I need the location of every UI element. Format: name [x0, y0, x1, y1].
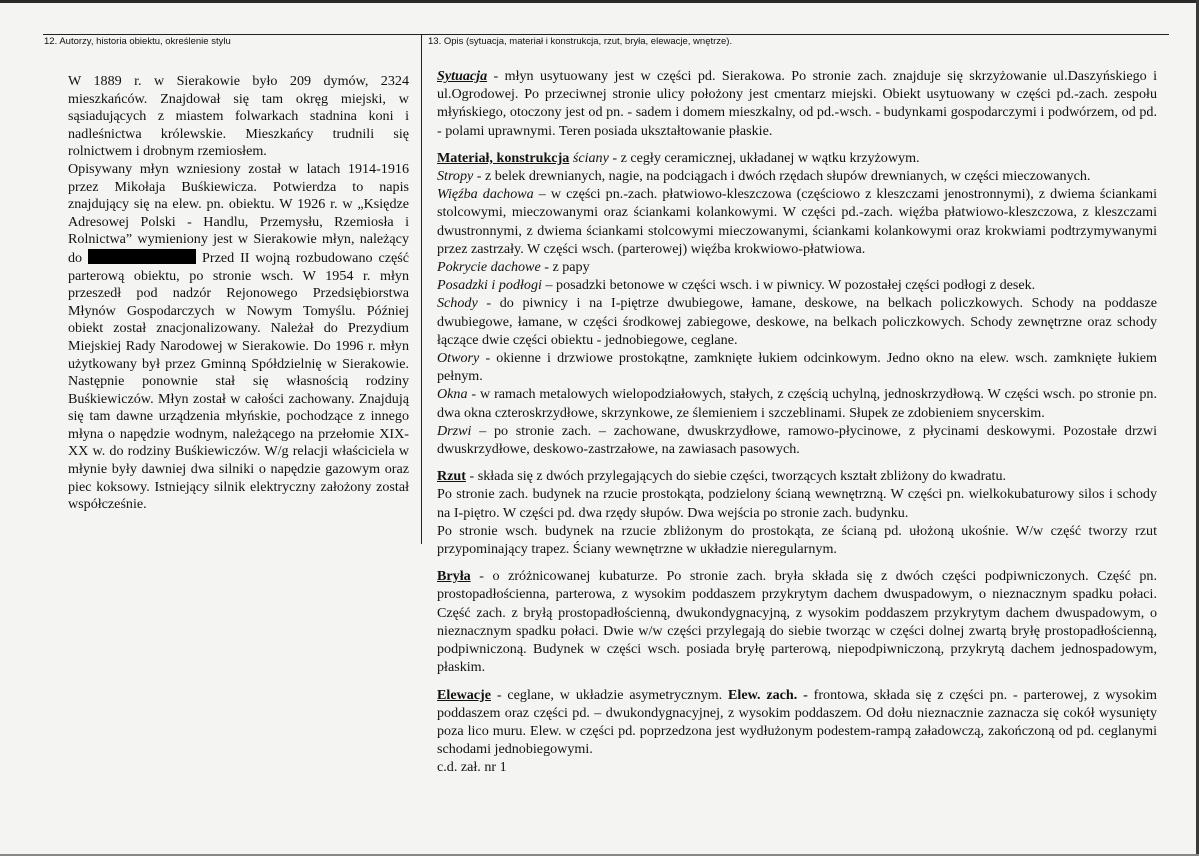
posadzki-paragraph	[437, 276, 1157, 294]
bryla-paragraph	[437, 567, 1157, 676]
sciany-label: ściany	[572, 149, 609, 166]
sytuacja-heading: Sytuacja	[437, 68, 488, 84]
rzut-text-1: - składa się z dwóch przylegających do siebie części, tworzących kształt zbliżony do kwadratu.	[465, 468, 1007, 485]
sytuacja-text: - młyn usytuowany jest w części pd. Sierakowa. Po stronie zach. znajduje się skrzyżowanie ul.Daszyńskiego i ul.Ogrodowej. Po przeciwnej stronie ulicy położony jest cmentarz miejski. Obiekt usytuowany w części pd.-zach. zespołu młyńskiego, otoczony jest od pn. - sadem i domem mieszkalny, od pd.-wsch. - budynkami gospodarczymi i podwórzem, od pd. - polami uprawnymi. Teren posiada ukształtowanie płaskie.	[437, 68, 1157, 139]
pokrycie-label: Pokrycie dachowe	[437, 259, 541, 276]
okna-text: - w ramach metalowych wielopodziałowych, stałych, z częścią uchylną, jednoskrzydłową. W części wsch. po stronie pn. dwa okna czteroskrzydłowe, skrzynkowe, ze ślemieniem i szczeblinami. Słupek ze zdobieniem snycerskim.	[437, 386, 1157, 421]
schody-paragraph	[437, 294, 1157, 349]
rzut-heading: Rzut	[437, 468, 466, 485]
okna-label: Okna	[437, 386, 468, 403]
header-rule	[43, 34, 1169, 35]
posadzki-label: Posadzki i podłogi	[437, 277, 542, 294]
drzwi-label: Drzwi	[437, 422, 472, 439]
elewacje-heading: Elewacje	[437, 686, 492, 703]
sciany-text: - z cegły ceramicznej, układanej w wątku krzyżowym.	[608, 149, 920, 166]
history-column	[68, 73, 409, 514]
schody-text: - do piwnicy i na I-piętrze dwubiegowe, łamane, deskowe, na belkach policzkowych. Schody na poddasze dwubiegowe, łamane, w części środkowej zabiegowe, deskowe, na belkach policzkowych. Schody zewnętrzne oraz schody łączące dwie części obiektu - jednobiegowe, ceglane.	[437, 295, 1157, 348]
okna-paragraph	[437, 385, 1157, 421]
posadzki-text: – posadzki betonowe w części wsch. i w piwnicy. W pozostałej części podłogi z desek.	[541, 277, 1036, 294]
redacted-name-block	[88, 249, 196, 264]
wiezba-paragraph	[437, 185, 1157, 258]
otwory-paragraph	[437, 349, 1157, 385]
material-paragraph	[437, 149, 1157, 167]
rzut-paragraph-3: Po stronie wsch. budynek na rzucie zbliżonym do prostokąta, ze ścianą pd. ułożoną ukośnie. W/w część tworzy rzut przypominający trapez. Ściany wewnętrzne w układzie nieregularnym.	[437, 522, 1157, 558]
continuation-note: c.d. zał. nr 1	[437, 759, 507, 776]
rzut-paragraph-2: Po stronie zach. budynek na rzucie prostokąta, podzielony ścianą wewnętrzną. W części pn. wielkokubaturowy silos i schody na I-piętro. W części pd. dwa rzędy słupów. Dwa wejścia po stronie zach. budynku.	[437, 486, 1157, 521]
history-text-after-redaction: Przed II wojną rozbudowano część parterową obiektu, po stronie wsch. W 1954 r. młyn przeszedł pod nadzór Rejonowego Przedsiębiorstwa Młynów Gospodarczych w Nowym Tomyślu. Później obiekt został znacjonalizowany. Należał do Prezydium Miejskiej Rady Narodowej w Sierakowie. Do 1996 r. młyn użytkowany był przez Gminną Spółdzielnię w Sierakowie. Następnie ponownie stał się własnością rodziny Buśkiewiczów. Młyn został w całości zachowany. Znajdują się tam dawne urządzenia młyńskie, pochodzące z innego młyna o napędzie wodnym, należącego na przełomie XIX-XX w. do rodziny Buśkiewiczów. W/g relacji właściciela w młynie były dawniej dwa silniki o napędzie gazowym oraz piec koksowy. Istniejący silnik elektryczny założony został współcześnie.	[68, 249, 410, 513]
bryla-heading: Bryła	[437, 568, 471, 585]
column-divider	[421, 34, 422, 544]
sytuacja-paragraph	[437, 67, 1157, 140]
wiezba-label: Więźba dachowa	[437, 186, 534, 203]
rzut-paragraph	[437, 467, 1157, 485]
history-text-before-redaction: Opisywany młyn wzniesiony został w latach 1914-1916 przez Mikołaja Buśkiewicza. Potwierdza to napis znajdujący się na elew. pn. obiektu. W 1926 r. w „Księdze Adresowej Polski - Handlu, Przemysłu, Rzemiosła i Rolnictwa” wymieniony jest w Sierakowie młyn, należący do	[68, 160, 409, 266]
elewacje-text-a: - ceglane, w układzie asymetrycznym.	[491, 686, 728, 703]
drzwi-paragraph	[437, 422, 1157, 458]
history-paragraph-2	[68, 161, 409, 514]
section-13-header: 13. Opis (sytuacja, materiał i konstrukcja, rzut, bryła, elewacje, wnętrze).	[428, 36, 733, 47]
otwory-text: - okienne i drzwiowe prostokątne, zamknięte łukiem odcinkowym. Jedno okno na elew. wsch. zamknięte łukiem pełnym.	[437, 350, 1157, 385]
elewacje-paragraph	[437, 686, 1157, 759]
elewacje-text-b: frontowa, składa się z części pn. - parterowej, z wysokim poddaszem oraz części pd. – dwukondygnacyjnej, z wysokim poddaszem. Od dołu nieznacznie zaznacza się cokół wysunięty poza lico muru. Elew. w części pd. poprzedzona jest wydłużonym podestem-rampą załadowczą, zakończoną od pd. ceglanymi schodami jednobiegowymi.	[437, 686, 1157, 758]
bryla-text: - o zróżnicowanej kubaturze. Po stronie zach. bryła składa się z dwóch części podpiwniczonych. Część pn. prostopadłościenna, parterowa, z wysokim poddaszem przykrytym dachem dwuspadowym, o nieznacznym spadku połaci. Część zach. z bryłą prostopadłościenną, dwukondygnacyjną, z wysokim poddaszem przykrytym dachem dwuspadowym, o nieznacznym spadku połaci. Dwie w/w części przylegają do siebie tworząc w części dolnej zwartą bryłę prostopadłościenną, podpiwniczoną. Budynek w części wsch. posiada bryłę parterową, niepodpiwniczoną, przykrytą dachem jednospadowym, płaskim.	[437, 568, 1157, 676]
description-column	[437, 67, 1157, 777]
history-paragraph-1: W 1889 r. w Sierakowie było 209 dymów, 2324 mieszkańców. Znajdował się tam okręg miejski, w sąsiadujących z miastem folwarkach stadnina koni i nadleśnictwa królewskie. Mieszkańcy trudnili się rolnictwem i drobnym rzemiosłem.	[68, 73, 409, 160]
stropy-paragraph	[437, 167, 1157, 185]
otwory-label: Otwory	[437, 350, 480, 367]
material-heading: Materiał, konstrukcja	[437, 149, 570, 166]
wiezba-text: – w części pn.-zach. płatwiowo-kleszczowa (częściowo z kleszczami jenostronnymi), z dwiema ściankami stolcowymi, mieczowanymi oraz ściankami kolankowymi. W części pd.-zach. więźba płatwiowo-kleszczowa, z kleszczami dwustronnymi, z dwiema ściankami stolcowymi mieczowanymi, ściankami kolankowymi oraz krokwiami podtrzymywanymi przez zastrzały. W części wsch. (parterowej) więźba krokwiowo-płatwiowa.	[437, 186, 1157, 257]
drzwi-text: – po stronie zach. – zachowane, dwuskrzydłowe, ramowo-płycinowe, z płycinami deskowymi. Pozostałe drzwi dwuskrzydłowe, deskowo-zastrzałowe, na zawiasach pasowych.	[437, 422, 1157, 458]
scan-edge-top	[0, 0, 1199, 3]
stropy-label: Stropy	[437, 168, 474, 185]
elew-zach-label: Elew. zach. -	[728, 686, 808, 703]
pokrycie-text: - z papy	[540, 259, 590, 276]
stropy-text: - z belek drewnianych, nagie, na podciągach i dwóch rzędach słupów drewnianych, w części mieczowanych.	[473, 168, 1091, 185]
pokrycie-paragraph	[437, 258, 1157, 276]
section-12-header: 12. Autorzy, historia obiektu, określenie stylu	[44, 36, 231, 47]
schody-label: Schody	[437, 295, 478, 312]
